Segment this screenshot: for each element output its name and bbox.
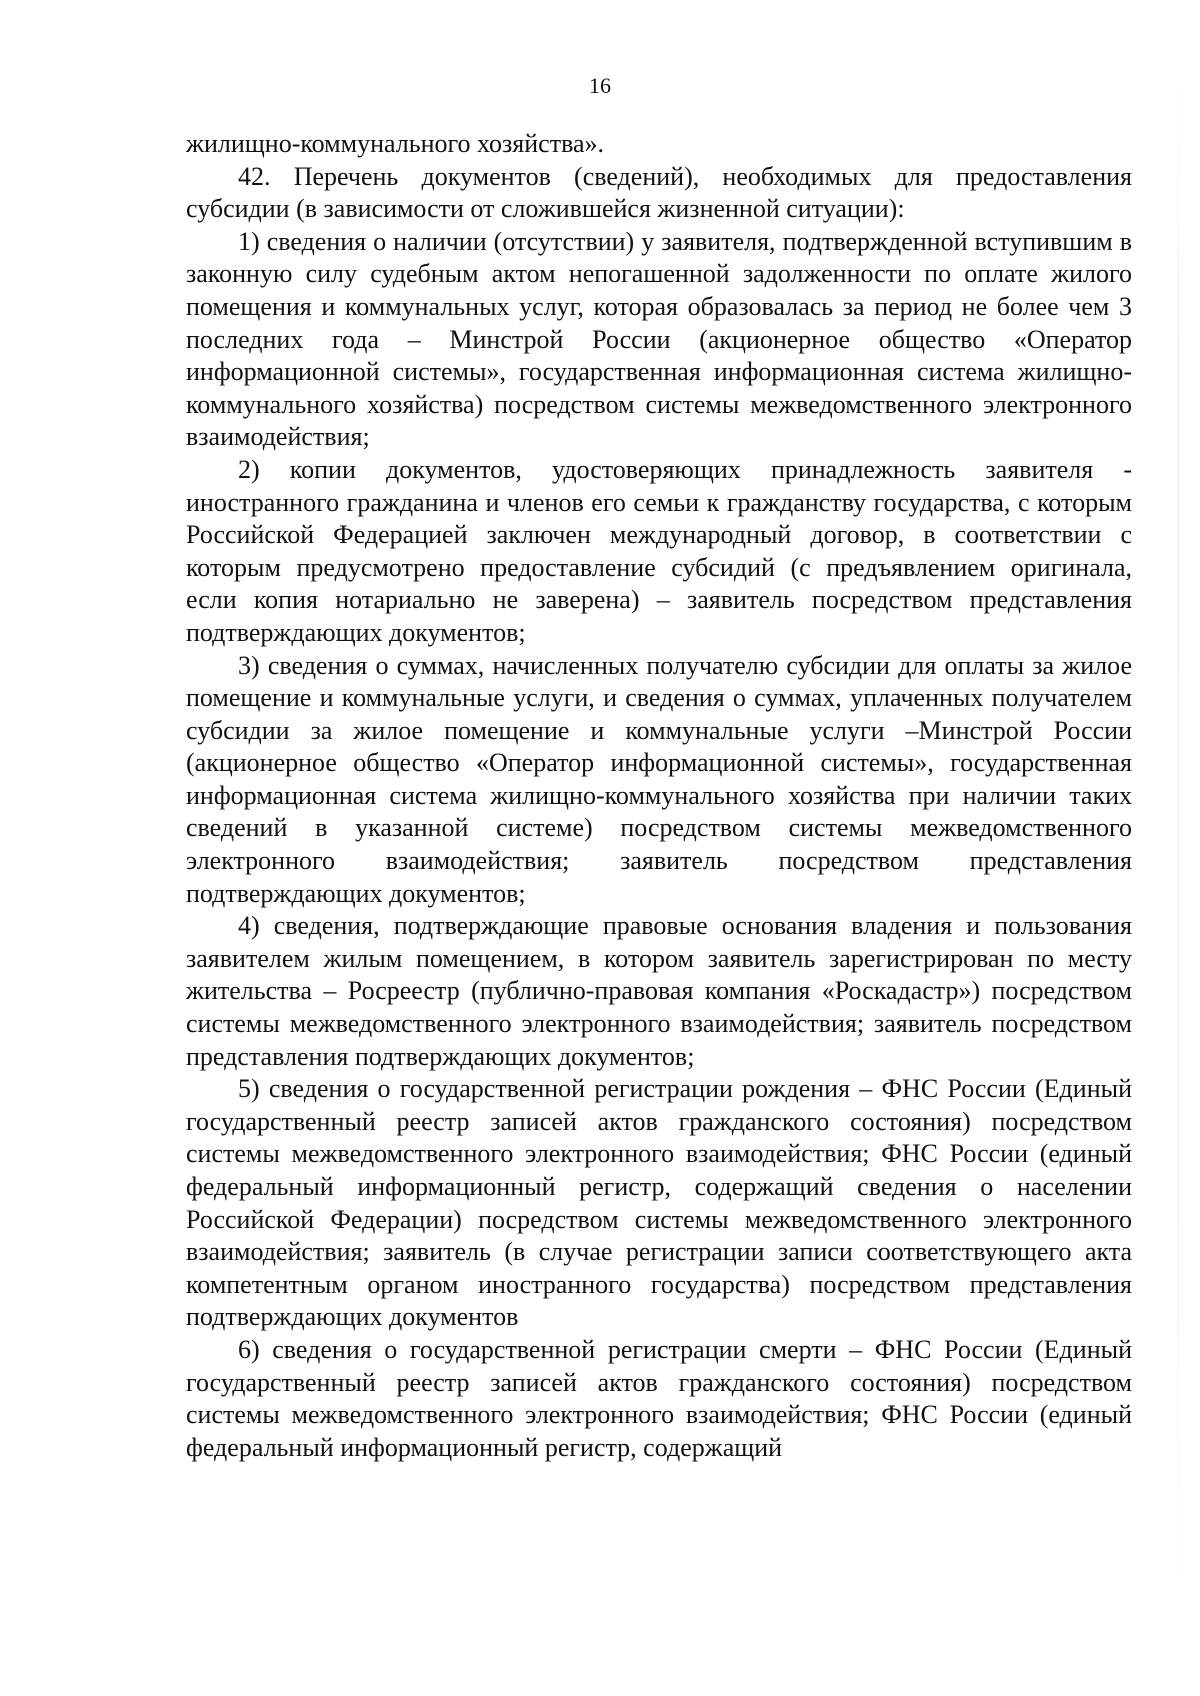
paragraph-item-42: 42. Перечень документов (сведений), необходимых для предоставления субсидии (в зависимости от сложившейся жизненной ситуации): bbox=[186, 161, 1132, 224]
paragraph-subitem-5: 5) сведения о государственной регистрации рождения – ФНС России (Единый государственный реестр записей актов гражданского состояния) посредством системы межведомственного электронного взаимодействия; ФНС России (единый федеральный информационный регистр, содержащий сведения о населении Российской Федерации) посредством системы межведомственного электронного взаимодействия; заявитель (в случае регистрации записи соответствующего акта компетентным органом иностранного государства) посредством представления подтверждающих документов bbox=[186, 1074, 1132, 1332]
paragraph-subitem-2: 2) копии документов, удостоверяющих принадлежность заявителя - иностранного гражданина и членов его семьи к гражданству государства, с которым Российской Федерацией заключен международный договор, в соответствии с которым предусмотрено предоставление субсидий (с предъявлением оригинала, если копия нотариально не заверена) – заявитель посредством представления подтверждающих документов; bbox=[186, 454, 1132, 647]
paragraph-subitem-6: 6) сведения о государственной регистрации смерти – ФНС России (Единый государственный реестр записей актов гражданского состояния) посредством системы межведомственного электронного взаимодействия; ФНС России (единый федеральный информационный регистр, содержащий bbox=[186, 1334, 1132, 1462]
paragraph-subitem-1: 1) сведения о наличии (отсутствии) у заявителя, подтвержденной вступившим в законную силу судебным актом непогашенной задолженности по оплате жилого помещения и коммунальных услуг, которая образовалась за период не более чем 3 последних года – Минстрой России (акционерное общество «Оператор информационной системы», государственная информационная система жилищно-коммунального хозяйства) посредством системы межведомственного электронного взаимодействия; bbox=[186, 226, 1132, 452]
paragraph-subitem-3: 3) сведения о суммах, начисленных получателю субсидии для оплаты за жилое помещение и коммунальные услуги, и сведения о суммах, уплаченных получателем субсидии за жилое помещение и коммунальные услуги –Минстрой России (акционерное общество «Оператор информационной системы», государственная информационная система жилищно-коммунального хозяйства при наличии таких сведений в указанной системе) посредством системы межведомственного электронного взаимодействия; заявитель посредством представления подтверждающих документов; bbox=[186, 650, 1132, 908]
paragraph-subitem-4: 4) сведения, подтверждающие правовые основания владения и пользования заявителем жилым помещением, в котором заявитель зарегистрирован по месту жительства – Росреестр (публично-правовая компания «Роскадастр») посредством системы межведомственного электронного взаимодействия; заявитель посредством представления подтверждающих документов; bbox=[186, 911, 1132, 1071]
paragraph-continuation: жилищно-коммунального хозяйства». bbox=[186, 129, 605, 158]
scan-edge-artifact bbox=[1178, 60, 1179, 1620]
document-body bbox=[186, 128, 1132, 1464]
page-number: 16 bbox=[589, 73, 611, 98]
